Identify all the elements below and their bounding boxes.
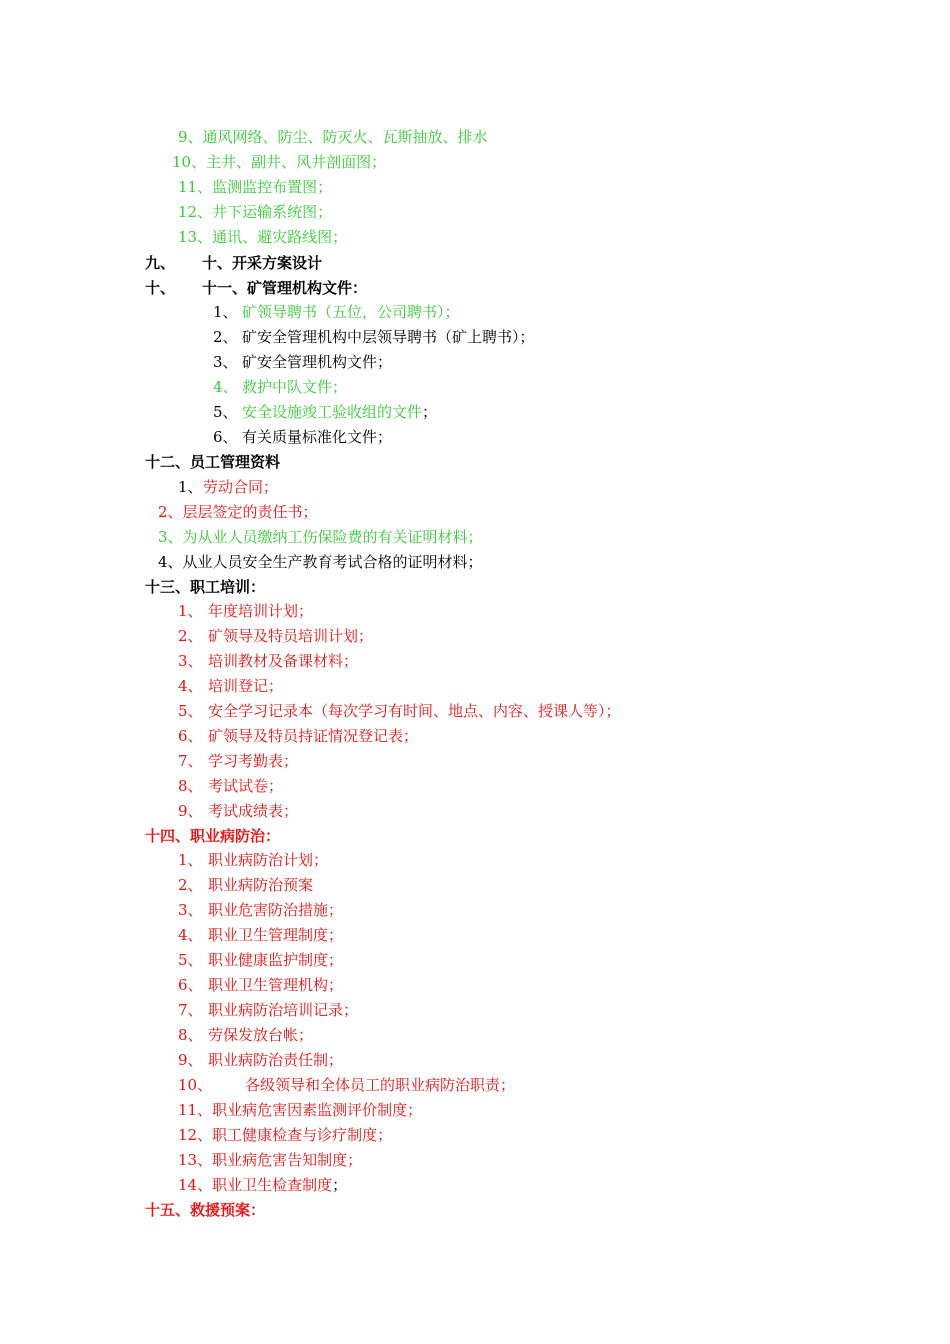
- staff-item-2: 2、层层签定的责任书；: [158, 503, 318, 521]
- mgmt-item-2: 矿安全管理机构中层领导聘书（矿上聘书）；: [242, 328, 535, 346]
- list-item-13: 13、通讯、避灾路线图；: [178, 228, 348, 246]
- mgmt-item-5-tail: ；: [422, 403, 438, 421]
- section-heading-mining-plan: 十、开采方案设计: [202, 254, 323, 272]
- training-item-4-number: 4、: [178, 677, 203, 695]
- training-item-8: 考试试卷；: [208, 777, 284, 795]
- list-item-10: 10、主井、副井、风井剖面图；: [172, 153, 387, 171]
- occ-item-9-number: 9、: [178, 1051, 203, 1069]
- occ-item-14-text: 14、职业卫生检查制度: [178, 1176, 333, 1194]
- occ-item-8-number: 8、: [178, 1026, 203, 1044]
- mgmt-item-5-number: 5、: [213, 403, 238, 421]
- training-item-5-number: 5、: [178, 702, 203, 720]
- mgmt-item-6-number: 6、: [213, 428, 238, 446]
- occ-item-13: 13、职业病危害告知制度；: [178, 1151, 363, 1169]
- section-10-number: 十、: [145, 279, 176, 297]
- occ-item-3: 职业危害防治措施；: [208, 901, 344, 919]
- occ-item-1: 职业病防治计划；: [208, 851, 329, 869]
- occ-item-11: 11、职业病危害因素监测评价制度；: [178, 1101, 423, 1119]
- section-heading-management-docs: 十一、矿管理机构文件：: [202, 279, 368, 297]
- mgmt-item-1: 矿领导聘书（五位，公司聘书）；: [242, 303, 460, 321]
- mgmt-item-4: 救护中队文件；: [242, 378, 348, 396]
- mgmt-item-2-number: 2、: [213, 328, 238, 346]
- list-item-12: 12、井下运输系统图；: [178, 203, 333, 221]
- occ-item-14: [178, 1175, 347, 1195]
- occ-item-7-number: 7、: [178, 1001, 203, 1019]
- occ-item-14-tail: ；: [332, 1176, 348, 1194]
- occ-item-4-number: 4、: [178, 926, 203, 944]
- training-item-3: 培训教材及备课材料；: [208, 652, 359, 670]
- training-item-7-number: 7、: [178, 752, 203, 770]
- training-item-9: 考试成绩表；: [208, 802, 299, 820]
- training-item-8-number: 8、: [178, 777, 203, 795]
- training-item-6: 矿领导及特员持证情况登记表；: [208, 727, 419, 745]
- training-item-6-number: 6、: [178, 727, 203, 745]
- occ-item-1-number: 1、: [178, 851, 203, 869]
- occ-item-10: 各级领导和全体员工的职业病防治职责；: [245, 1076, 516, 1094]
- occ-item-12: 12、职工健康检查与诊疗制度；: [178, 1126, 393, 1144]
- staff-item-3: 3、为从业人员缴纳工伤保险费的有关证明材料；: [158, 528, 483, 546]
- section-9-number: 九、: [145, 254, 176, 272]
- occ-item-8: 劳保发放台帐；: [208, 1026, 314, 1044]
- occ-item-5: 职业健康监护制度；: [208, 951, 344, 969]
- training-item-2: 矿领导及特员培训计划；: [208, 627, 374, 645]
- mgmt-item-1-number: 1、: [213, 303, 238, 321]
- staff-item-1-number: 1、: [178, 478, 203, 496]
- mgmt-item-6: 有关质量标准化文件；: [242, 428, 393, 446]
- occ-item-6: 职业卫生管理机构；: [208, 976, 344, 994]
- occ-item-3-number: 3、: [178, 901, 203, 919]
- training-item-4: 培训登记；: [208, 677, 284, 695]
- section-heading-training: 十三、职工培训：: [145, 578, 266, 596]
- occ-item-4: 职业卫生管理制度；: [208, 926, 344, 944]
- training-item-2-number: 2、: [178, 627, 203, 645]
- occ-item-2: 职业病防治预案: [208, 876, 314, 894]
- occ-item-7: 职业病防治培训记录；: [208, 1001, 359, 1019]
- training-item-7: 学习考勤表；: [208, 752, 299, 770]
- training-item-1: 年度培训计划；: [208, 602, 314, 620]
- section-heading-occupational-disease: 十四、职业病防治：: [145, 827, 281, 845]
- mgmt-item-4-number: 4、: [213, 378, 238, 396]
- occ-item-2-number: 2、: [178, 876, 203, 894]
- training-item-3-number: 3、: [178, 652, 203, 670]
- list-item-11: 11、监测监控布置图；: [178, 178, 333, 196]
- list-item-9: 9、通风网络、防尘、防灭火、瓦斯抽放、排水: [178, 128, 488, 146]
- staff-item-1: 劳动合同；: [203, 478, 279, 496]
- section-heading-rescue-plan: 十五、救援预案：: [145, 1201, 266, 1219]
- occ-item-10-number: 10、: [178, 1076, 213, 1094]
- mgmt-item-3-number: 3、: [213, 353, 238, 371]
- training-item-5: 安全学习记录本（每次学习有时间、地点、内容、授课人等）；: [208, 702, 621, 720]
- occ-item-6-number: 6、: [178, 976, 203, 994]
- staff-item-4: 4、从业人员安全生产教育考试合格的证明材料；: [158, 553, 483, 571]
- training-item-9-number: 9、: [178, 802, 203, 820]
- mgmt-item-5: [242, 402, 437, 422]
- section-heading-staff-management: 十二、员工管理资料: [145, 453, 281, 471]
- mgmt-item-5-text: 安全设施竣工验收组的文件: [242, 403, 423, 421]
- occ-item-9: 职业病防治责任制；: [208, 1051, 344, 1069]
- mgmt-item-3: 矿安全管理机构文件；: [242, 353, 393, 371]
- training-item-1-number: 1、: [178, 602, 203, 620]
- occ-item-5-number: 5、: [178, 951, 203, 969]
